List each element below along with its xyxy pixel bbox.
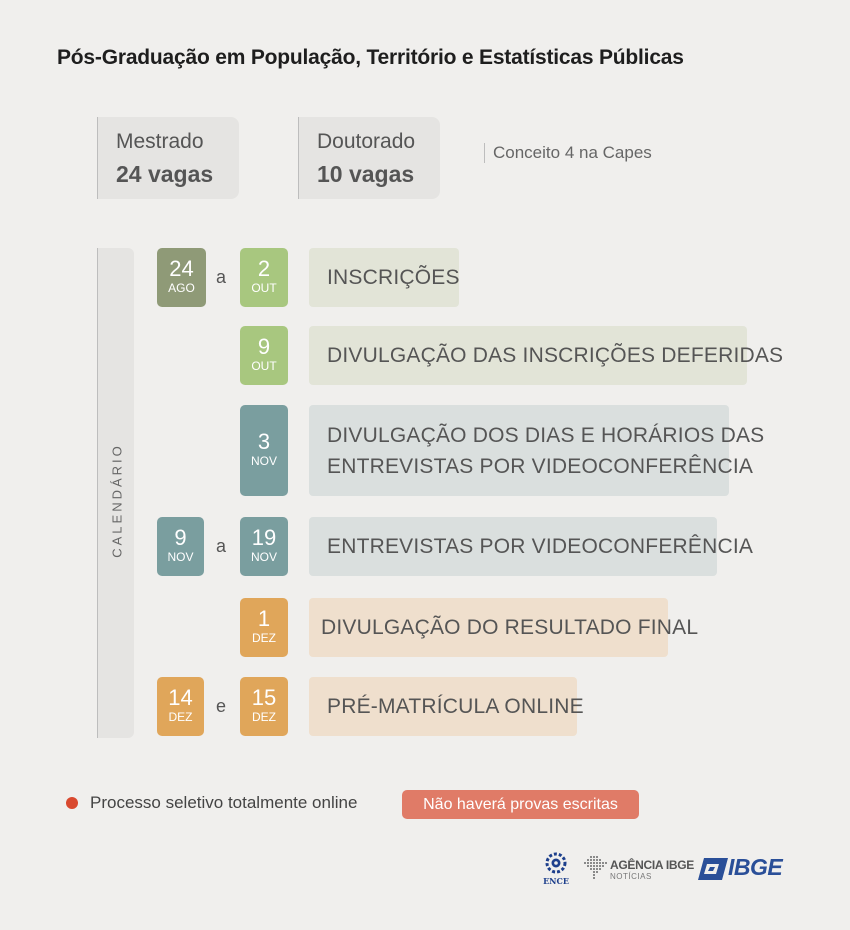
event-label: ENTREVISTAS POR VIDEOCONFERÊNCIA: [327, 535, 754, 558]
event-label: PRÉ-MATRÍCULA ONLINE: [327, 695, 584, 718]
date-month: OUT: [251, 281, 277, 295]
ibge-emblem-icon: [698, 858, 728, 880]
brazil-map-icon: [584, 854, 608, 884]
date-day: 9: [257, 334, 271, 359]
event-inscricoes: [309, 248, 459, 307]
date-3-nov: [240, 405, 288, 496]
date-month: DEZ: [168, 710, 193, 724]
event-pre-matricula: [309, 677, 584, 736]
date-day: 3: [257, 429, 271, 454]
bullet-dot-icon: [66, 797, 78, 809]
date-19-nov: [240, 517, 288, 576]
ence-logo: [542, 852, 570, 886]
mestrado-label: Mestrado: [116, 130, 204, 153]
date-day: 2: [257, 256, 271, 281]
date-day: 19: [251, 525, 277, 550]
agencia-ibge-logo: [584, 852, 694, 886]
range-connector: a: [215, 536, 226, 556]
date-15-dez: [240, 677, 288, 736]
date-2-out: [240, 248, 288, 307]
doutorado-count: 10 vagas: [317, 161, 415, 187]
date-day: 1: [257, 606, 271, 631]
event-entrevistas: [309, 517, 754, 576]
calendar-label: CALENDÁRIO: [109, 443, 125, 558]
doutorado-label: Doutorado: [317, 130, 416, 153]
date-month: DEZ: [252, 631, 276, 645]
doutorado-card: [298, 117, 440, 199]
ence-logo-text: ENCE: [543, 876, 569, 886]
no-written-exams-badge: Não haverá provas escritas: [402, 790, 639, 819]
event-label-line1: DIVULGAÇÃO DOS DIAS E HORÁRIOS DAS: [327, 423, 765, 447]
event-divulgacao-entrevistas: [309, 405, 765, 496]
event-label: DIVULGAÇÃO DAS INSCRIÇÕES DEFERIDAS: [327, 344, 784, 367]
date-day: 15: [251, 685, 277, 710]
range-connector: a: [215, 267, 226, 287]
event-label: INSCRIÇÕES: [327, 266, 460, 289]
pair-connector: e: [215, 696, 226, 716]
ibge-logo-text: IBGE: [728, 854, 783, 880]
event-label-line2: ENTREVISTAS POR VIDEOCONFERÊNCIA: [327, 454, 754, 478]
date-9-nov: [157, 517, 204, 576]
date-day: 9: [174, 525, 187, 550]
mestrado-count: 24 vagas: [116, 161, 214, 187]
event-resultado-final: [309, 598, 699, 657]
date-month: AGO: [168, 281, 195, 295]
date-24-ago: [157, 248, 206, 307]
date-14-dez: [157, 677, 204, 736]
mestrado-card: [97, 117, 239, 199]
agencia-logo-title: AGÊNCIA IBGE: [610, 858, 694, 872]
capes-note: Conceito 4 na Capes: [484, 143, 652, 163]
event-divulgacao-deferidas: [309, 326, 784, 385]
ibge-logo: [698, 852, 793, 886]
date-month: NOV: [250, 454, 277, 468]
date-month: DEZ: [252, 710, 276, 724]
online-process-note: Processo seletivo totalmente online: [90, 793, 358, 812]
date-month: OUT: [251, 359, 277, 373]
date-1-dez: [240, 598, 288, 657]
date-month: NOV: [250, 550, 277, 564]
ence-emblem-icon: [542, 852, 570, 876]
date-month: NOV: [167, 550, 194, 564]
page-title: Pós-Graduação em População, Território e Estatísticas Públicas: [57, 46, 684, 69]
date-9-out: [240, 326, 288, 385]
date-day: 14: [168, 685, 193, 710]
event-label: DIVULGAÇÃO DO RESULTADO FINAL: [321, 616, 699, 639]
date-day: 24: [169, 256, 194, 281]
agencia-logo-subtitle: NOTÍCIAS: [610, 872, 652, 881]
